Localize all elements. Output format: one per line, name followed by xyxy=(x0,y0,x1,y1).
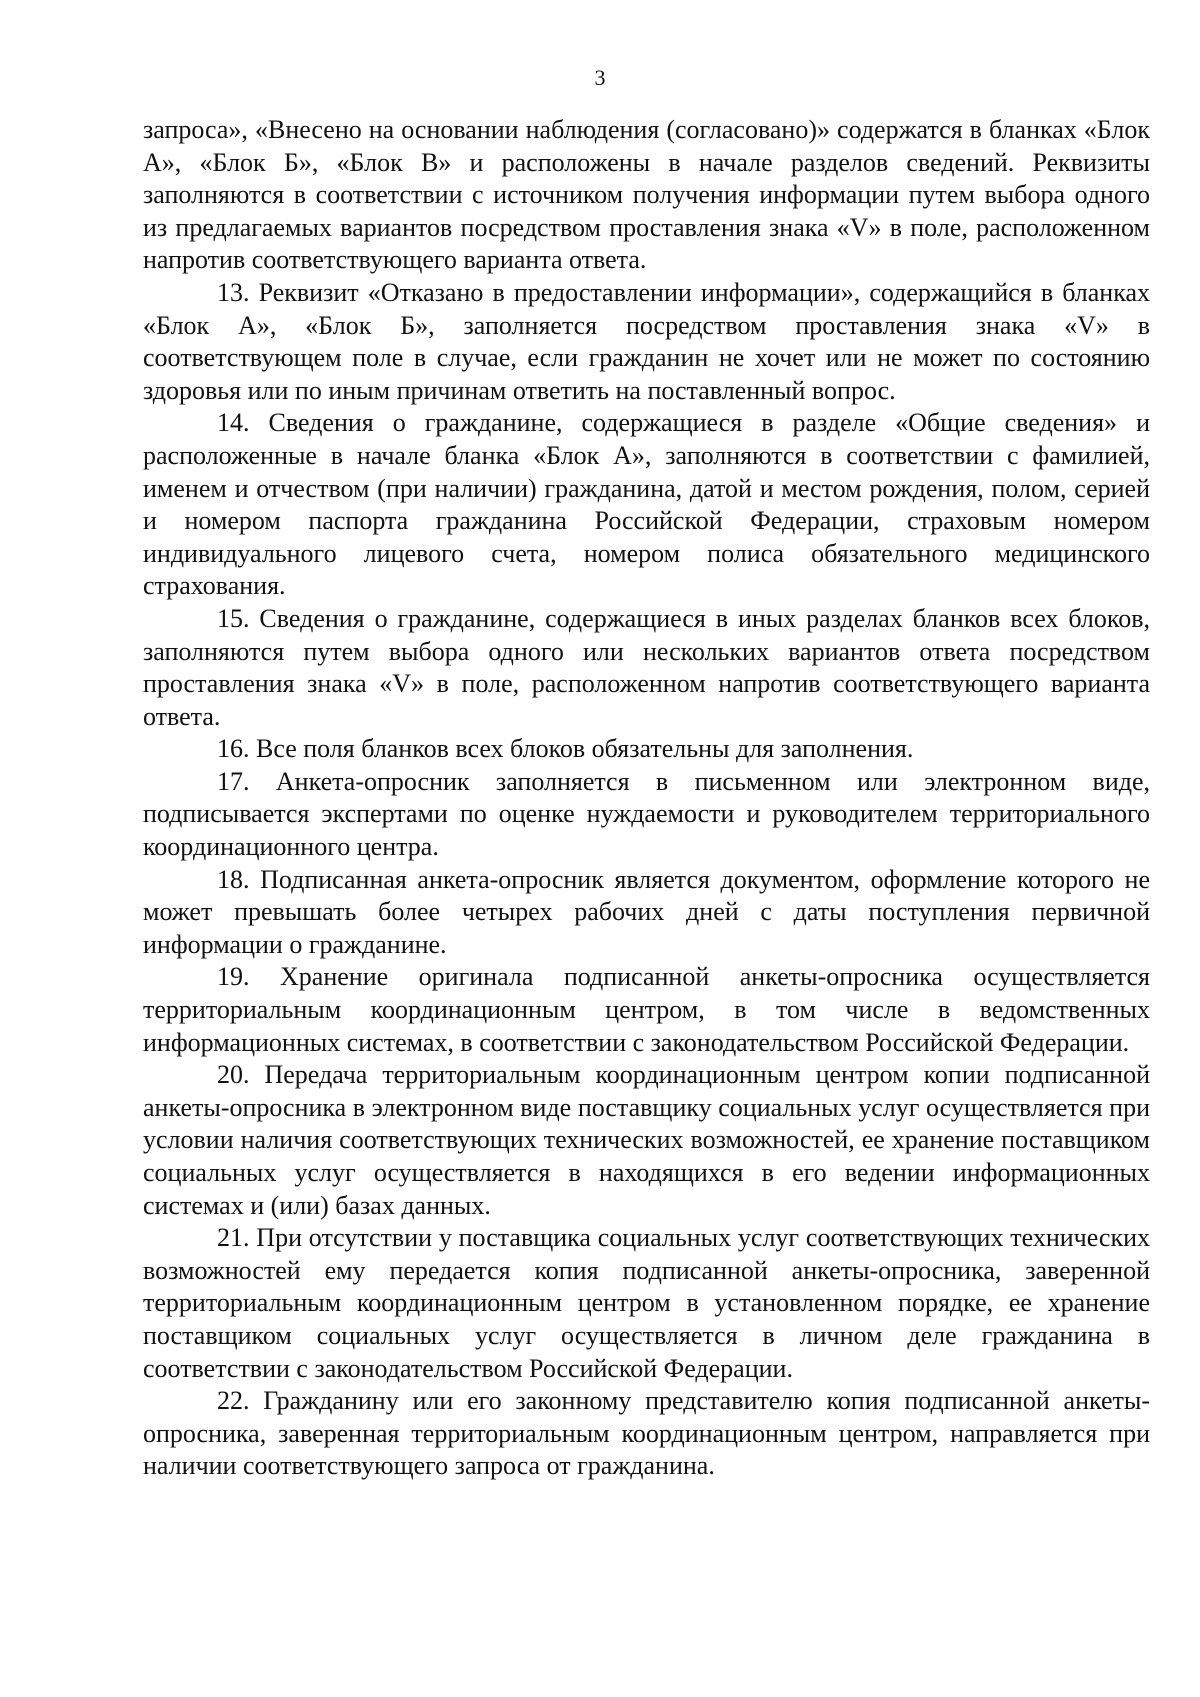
paragraph-19: 19. Хранение оригинала подписанной анкеты-опросника осуществляется территориальным координационным центром, в том числе в ведомственных информационных системах, в соответствии с законодательством Российской Федерации. xyxy=(143,962,1150,1057)
page-number: 3 xyxy=(594,65,606,90)
paragraph-16: 16. Все поля бланков всех блоков обязательны для заполнения. xyxy=(217,734,914,764)
paragraph-14: 14. Сведения о гражданине, содержащиеся в разделе «Общие сведения» и расположенные в начале бланка «Блок А», заполняются в соответствии с фамилией, именем и отчеством (при наличии) гражданина, датой и местом рождения, полом, серией и номером паспорта гражданина Российской Федерации, страховым номером индивидуального лицевого счета, номером полиса обязательного медицинского страхования. xyxy=(143,408,1150,601)
paragraph-17: 17. Анкета-опросник заполняется в письменном или электронном виде, подписывается экспертами по оценке нуждаемости и руководителем территориального координационного центра. xyxy=(143,766,1150,862)
paragraph-18: 18. Подписанная анкета-опросник является документом, оформление которого не может превышать более четырех рабочих дней с даты поступления первичной информации о гражданине. xyxy=(143,864,1150,959)
paragraph-15: 15. Сведения о гражданине, содержащиеся в иных разделах бланков всех блоков, заполняются путем выбора одного или нескольких вариантов ответа посредством проставления знака «V» в поле, расположенном напротив соответствующего варианта ответа. xyxy=(143,603,1150,731)
paragraph-21: 21. При отсутствии у поставщика социальных услуг соответствующих технических возможностей ему передается копия подписанной анкеты-опросника, заверенной территориальным координационным центром в установленном порядке, ее хранение поставщиком социальных услуг осуществляется в личном деле гражданина в соответствии с законодательством Российской Федерации. xyxy=(143,1223,1150,1383)
paragraph-22: 22. Гражданину или его законному представителю копия подписанной анкеты-опросника, заверенная территориальным координационным центром, направляется при наличии соответствующего запроса от гражданина. xyxy=(143,1386,1150,1481)
paragraph-13: 13. Реквизит «Отказано в предоставлении информации», содержащийся в бланках «Блок А», «Блок Б», заполняется посредством проставления знака «V» в соответствующем поле в случае, если гражданин не хочет или не может по состоянию здоровья или по иным причинам ответить на поставленный вопрос. xyxy=(143,277,1150,405)
paragraph-12-continuation: запроса», «Внесено на основании наблюдения (согласовано)» содержатся в бланках «Блок А», «Блок Б», «Блок В» и расположены в начале разделов сведений. Реквизиты заполняются в соответствии с источником получения информации путем выбора одного из предлагаемых вариантов посредством проставления знака «V» в поле, расположенном напротив соответствующего варианта ответа. xyxy=(143,115,1150,275)
paragraph-20: 20. Передача территориальным координационным центром копии подписанной анкеты-опросника в электронном виде поставщику социальных услуг осуществляется при условии наличия соответствующих технических возможностей, ее хранение поставщиком социальных услуг осуществляется в находящихся в его ведении информационных системах и (или) базах данных. xyxy=(143,1060,1150,1220)
document-body xyxy=(143,114,1150,1483)
